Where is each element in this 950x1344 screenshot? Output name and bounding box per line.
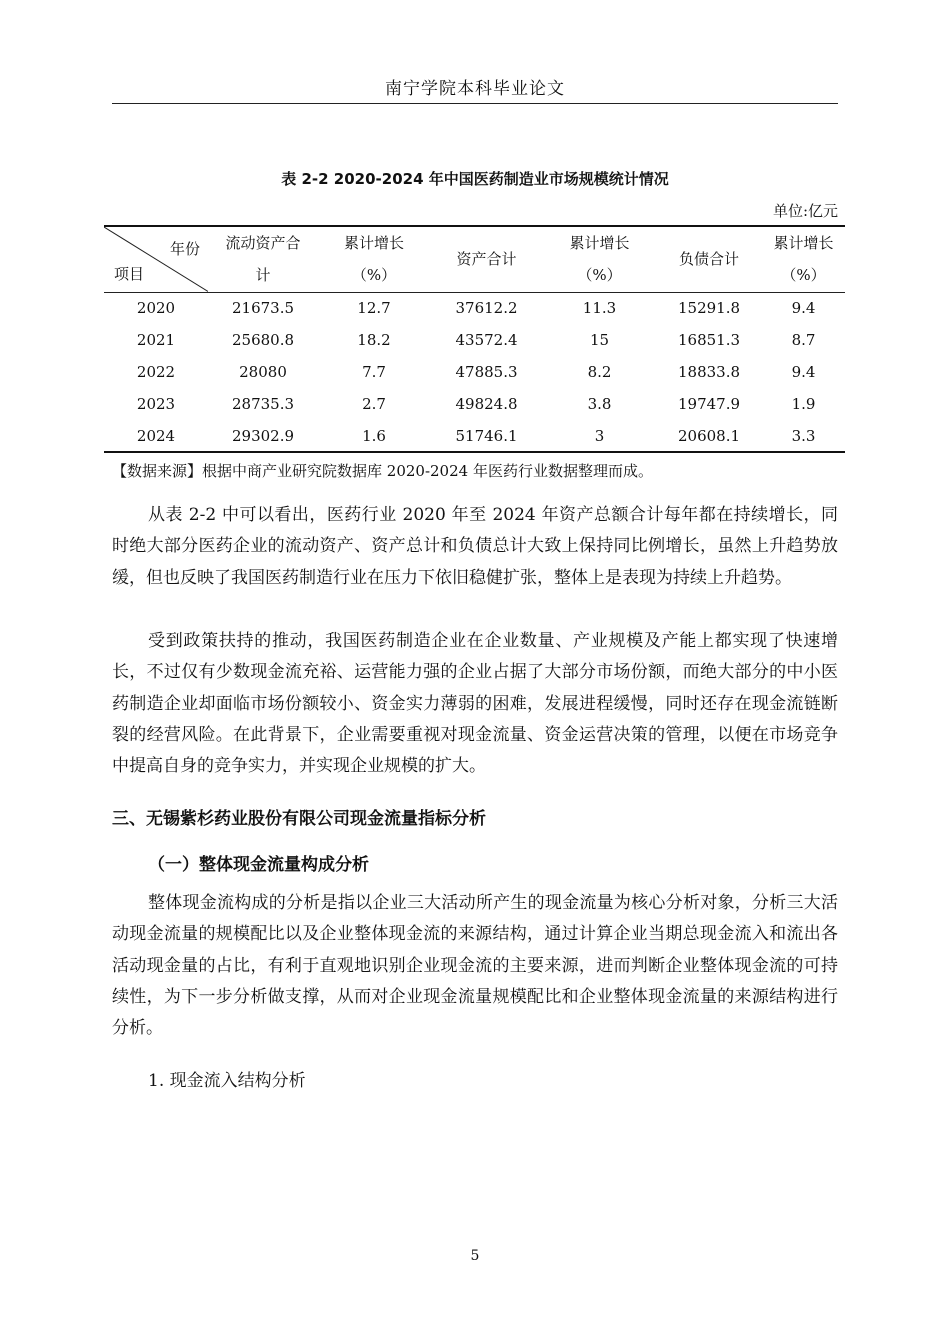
page-number: 5 bbox=[470, 1248, 480, 1264]
body-paragraph-2: 受到政策扶持的推动，我国医药制造企业在企业数量、产业规模及产能上都实现了快速增长，不过仅有少数现金流充裕、运营能力强的企业占据了大部分市场份额，而绝大部分的中小医药制造企业却面临市场份额较小、资金实力薄弱的困难，发展进程缓慢，同时还存在现金流链断裂的经营风险。在此背景下，企业需要重视对现金流量、资金运营决策的管理，以便在市场竞争中提高自身的竞争实力，并实现企业规模的扩大。 bbox=[112, 631, 838, 777]
cell-current-assets: 25680.8 bbox=[231, 331, 295, 349]
cell-growth-3: 1.9 bbox=[791, 395, 816, 413]
cell-current-assets: 28735.3 bbox=[231, 395, 295, 413]
cell-current-assets: 29302.9 bbox=[208, 420, 318, 452]
table-header-row bbox=[104, 226, 845, 292]
cell-total-assets: 51746.1 bbox=[430, 420, 543, 452]
cell-year: 2024 bbox=[104, 420, 208, 452]
cell-total-liabilities: 19747.9 bbox=[677, 395, 741, 413]
cell-growth-2: 3 bbox=[543, 420, 656, 452]
cell-current-assets: 28080 bbox=[239, 363, 287, 381]
subsection-heading: （一）整体现金流量构成分析 bbox=[148, 855, 369, 875]
header-growth-1: 累计增长 （%） bbox=[318, 226, 430, 292]
cell-year: 2020 bbox=[136, 299, 176, 318]
cell-current-assets: 21673.5 bbox=[231, 299, 295, 318]
cell-total-liabilities: 15291.8 bbox=[677, 299, 741, 318]
cell-total-assets: 43572.4 bbox=[455, 331, 518, 349]
cell-total-assets: 47885.3 bbox=[455, 363, 518, 381]
cell-growth-2: 15 bbox=[589, 331, 610, 349]
cell-total-liabilities: 20608.1 bbox=[656, 420, 762, 452]
table-row bbox=[104, 388, 845, 420]
table-row bbox=[104, 420, 845, 452]
list-item-heading: 1. 现金流入结构分析 bbox=[148, 1071, 306, 1091]
cell-growth-1: 12.7 bbox=[357, 299, 391, 318]
table-unit: 单位:亿元 bbox=[772, 202, 838, 220]
running-header: 南宁学院本科毕业论文 bbox=[385, 79, 565, 99]
cell-total-assets: 49824.8 bbox=[455, 395, 518, 413]
table-row bbox=[104, 292, 845, 324]
header-total-assets: 资产合计 bbox=[430, 226, 543, 292]
cell-growth-2: 3.8 bbox=[587, 395, 612, 413]
cell-year: 2022 bbox=[136, 363, 176, 381]
table-caption: 表 2-2 2020-2024 年中国医药制造业市场规模统计情况 bbox=[281, 170, 669, 188]
table-source-note: 【数据来源】根据中商产业研究院数据库 2020-2024 年医药行业数据整理而成。 bbox=[112, 462, 653, 480]
cell-growth-1: 2.7 bbox=[362, 395, 386, 413]
cell-growth-3: 9.4 bbox=[791, 299, 816, 318]
corner-header bbox=[104, 226, 208, 292]
cell-growth-3: 3.3 bbox=[762, 420, 845, 452]
cell-growth-1: 18.2 bbox=[357, 331, 391, 349]
header-total-liabilities: 负债合计 bbox=[656, 226, 762, 292]
cell-growth-1: 1.6 bbox=[318, 420, 430, 452]
cell-total-assets: 37612.2 bbox=[455, 299, 518, 318]
cell-growth-2: 11.3 bbox=[582, 299, 617, 318]
market-scale-table bbox=[104, 225, 845, 453]
cell-total-liabilities: 18833.8 bbox=[677, 363, 741, 381]
table-row bbox=[104, 356, 845, 388]
cell-growth-3: 9.4 bbox=[791, 363, 816, 381]
cell-year: 2023 bbox=[136, 395, 176, 413]
cell-growth-3: 8.7 bbox=[791, 331, 816, 349]
table-row bbox=[104, 324, 845, 356]
header-growth-2: 累计增长 （%） bbox=[543, 226, 656, 292]
header-growth-3: 累计增长 （%） bbox=[762, 226, 845, 292]
corner-year-label: 年份 bbox=[169, 240, 200, 258]
header-divider bbox=[112, 103, 838, 104]
corner-item-label: 项目 bbox=[114, 264, 145, 283]
body-paragraph-3: 整体现金流构成的分析是指以企业三大活动所产生的现金流量为核心分析对象，分析三大活动现金流量的规模配比以及企业整体现金流的来源结构，通过计算企业当期总现金流入和流出各活动现金量的占比，有利于直观地识别企业现金流的主要来源，进而判断企业整体现金流的可持续性，为下一步分析做支撑，从而对企业现金流量规模配比和企业整体现金流量的来源结构进行分析。 bbox=[112, 893, 838, 1039]
section-heading: 三、无锡紫杉药业股份有限公司现金流量指标分析 bbox=[112, 809, 486, 829]
body-paragraph-1: 从表 2-2 中可以看出，医药行业 2020 年至 2024 年资产总额合计每年都在持续增长，同时绝大部分医药企业的流动资产、资产总计和负债总计大致上保持同比例增长，虽然上升趋势放缓，但也反映了我国医药制造行业在压力下依旧稳健扩张，整体上是表现为持续上升趋势。 bbox=[112, 505, 838, 588]
cell-year: 2021 bbox=[136, 331, 176, 349]
cell-growth-2: 8.2 bbox=[587, 363, 612, 381]
header-current-assets: 流动资产合 计 bbox=[208, 226, 318, 292]
cell-growth-1: 7.7 bbox=[362, 363, 386, 381]
cell-total-liabilities: 16851.3 bbox=[677, 331, 741, 349]
